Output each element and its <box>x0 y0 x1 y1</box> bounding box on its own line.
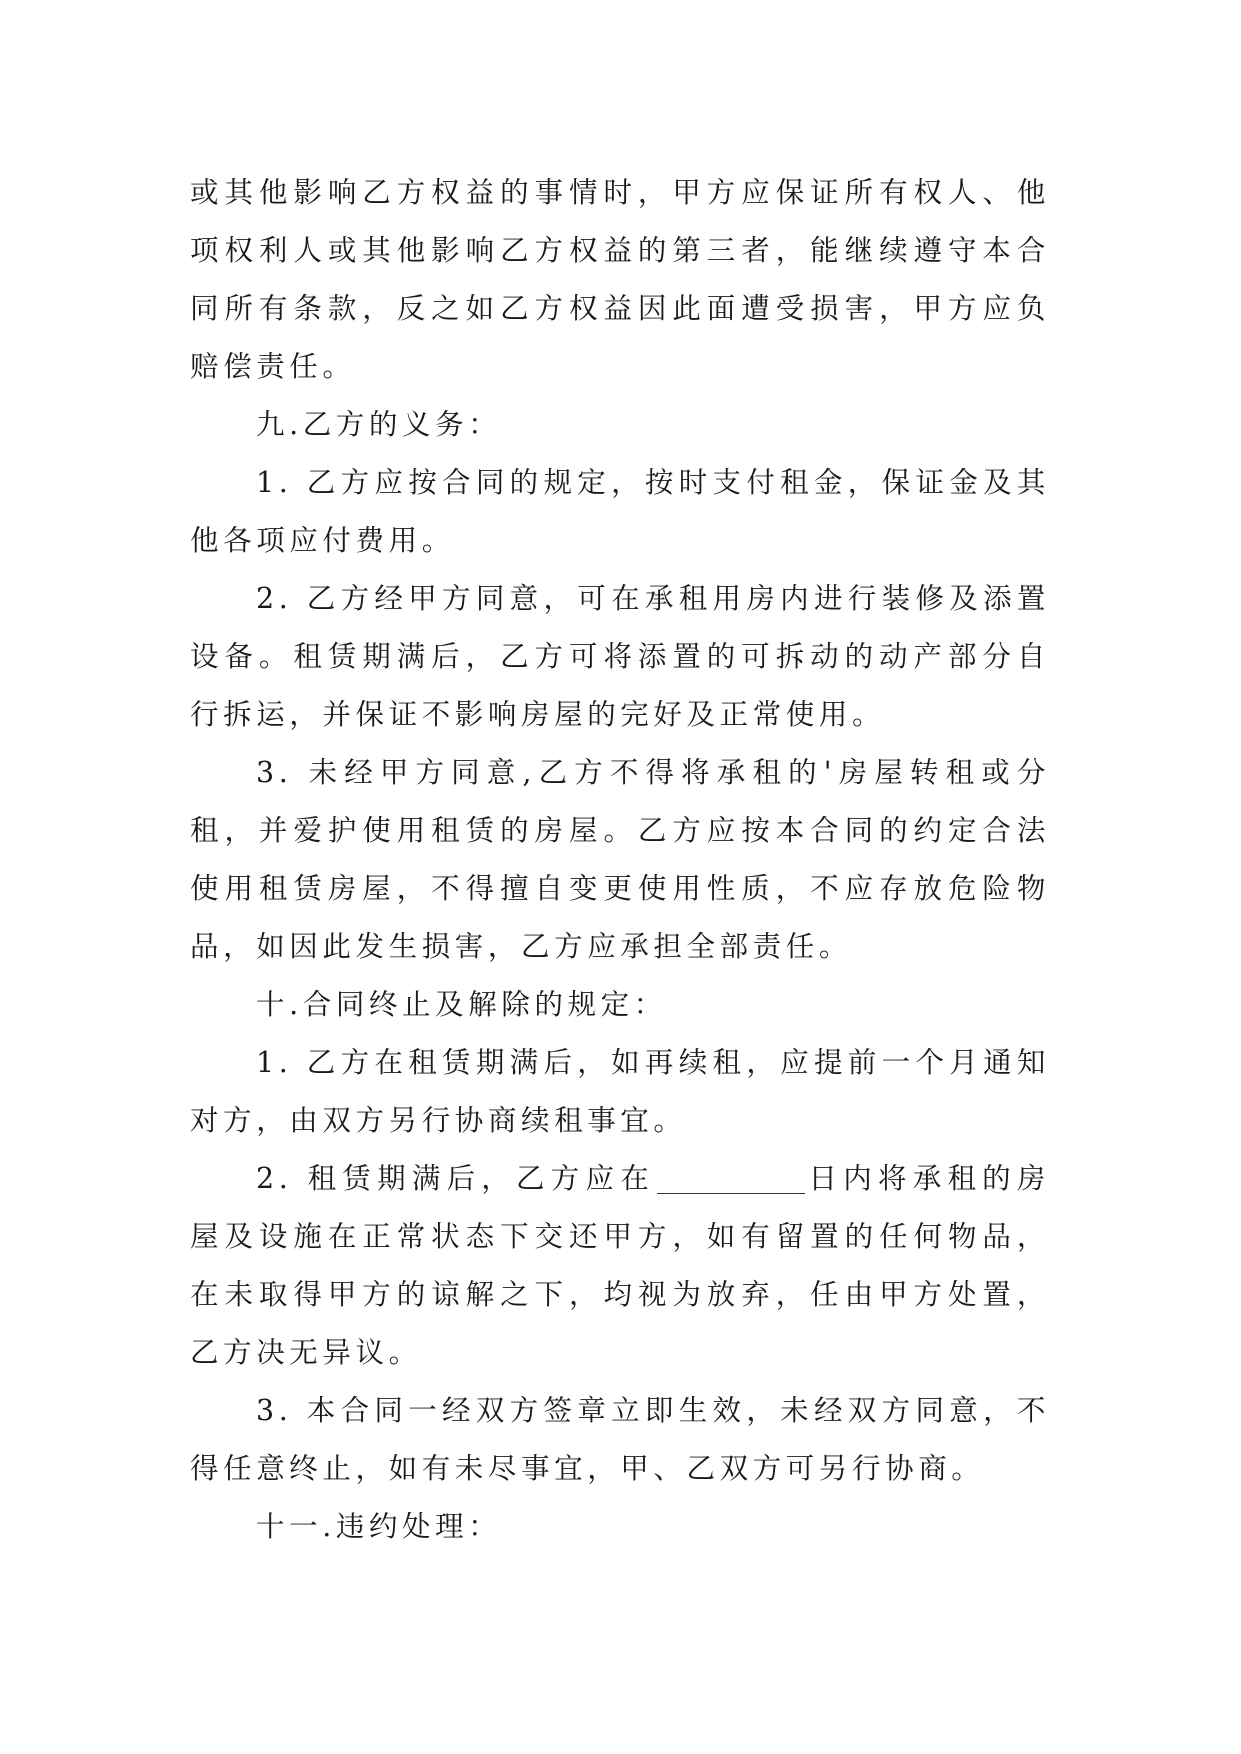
clause-9-3: 3. 未经甲方同意,乙方不得将承租的'房屋转租或分租，并爱护使用租赁的房屋。乙方应按本合同的约定合法使用租赁房屋，不得擅自变更使用性质，不应存放危险物品，如因此发生损害，乙方应承担全部责任。 <box>190 756 1050 963</box>
clause-9-2: 2. 乙方经甲方同意，可在承租用房内进行装修及添置设备。租赁期满后，乙方可将添置的可拆动的动产部分自行拆运，并保证不影响房屋的完好及正常使用。 <box>190 582 1050 731</box>
heading-tenant-obligations: 九.乙方的义务： <box>256 408 502 441</box>
clause-10-2 <box>190 1150 1050 1382</box>
paragraph-landlord-guarantee: 或其他影响乙方权益的事情时，甲方应保证所有权人、他项权利人或其他影响乙方权益的第三者，能继续遵守本合同所有条款，反之如乙方权益因此面遭受损害，甲方应负赔偿责任。 <box>190 176 1050 383</box>
clause-10-2-text-before: 2. 租赁期满后，乙方应在 <box>256 1162 655 1195</box>
fill-in-blank-days <box>657 1163 805 1194</box>
heading-breach-handling: 十一.违约处理： <box>256 1510 502 1543</box>
clause-10-2-text-after: 日内将承租的房屋及设施在正常状态下交还甲方，如有留置的任何物品，在未取得甲方的谅解之下，均视为放弃，任由甲方处置，乙方决无异议。 <box>190 1162 1050 1369</box>
document-body <box>190 164 1050 1556</box>
heading-termination: 十.合同终止及解除的规定： <box>256 988 667 1021</box>
clause-9-1: 1. 乙方应按合同的规定，按时支付租金，保证金及其他各项应付费用。 <box>190 466 1050 557</box>
clause-10-3: 3. 本合同一经双方签章立即生效，未经双方同意，不得任意终止，如有未尽事宜，甲、乙双方可另行协商。 <box>190 1394 1050 1485</box>
clause-10-1: 1. 乙方在租赁期满后，如再续租，应提前一个月通知对方，由双方另行协商续租事宜。 <box>190 1046 1050 1137</box>
